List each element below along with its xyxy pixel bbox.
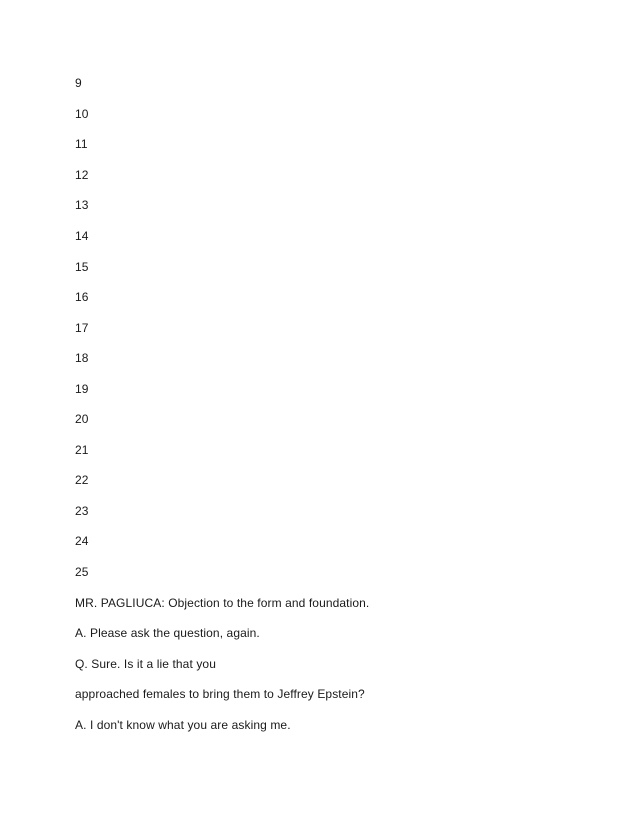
line-number: 23 (75, 504, 89, 518)
line-number: 15 (75, 260, 89, 274)
transcript-line: approached females to bring them to Jeffrey Epstein? (75, 687, 365, 701)
line-number: 20 (75, 412, 89, 426)
transcript-line: MR. PAGLIUCA: Objection to the form and foundation. (75, 596, 370, 610)
transcript-line: Q. Sure. Is it a lie that you (75, 657, 216, 671)
line-number: 11 (75, 137, 88, 151)
line-number: 17 (75, 321, 89, 335)
line-number: 14 (75, 229, 89, 243)
line-number: 21 (75, 443, 89, 457)
line-number: 16 (75, 290, 89, 304)
line-number: 18 (75, 351, 89, 365)
line-number: 22 (75, 473, 89, 487)
transcript-line: A. I don't know what you are asking me. (75, 718, 291, 732)
transcript-line: A. Please ask the question, again. (75, 626, 260, 640)
line-number: 9 (75, 76, 82, 90)
line-number: 25 (75, 565, 89, 579)
line-number: 24 (75, 534, 89, 548)
line-number: 19 (75, 382, 89, 396)
line-number: 12 (75, 168, 89, 182)
line-number: 13 (75, 198, 89, 212)
line-number: 10 (75, 107, 89, 121)
